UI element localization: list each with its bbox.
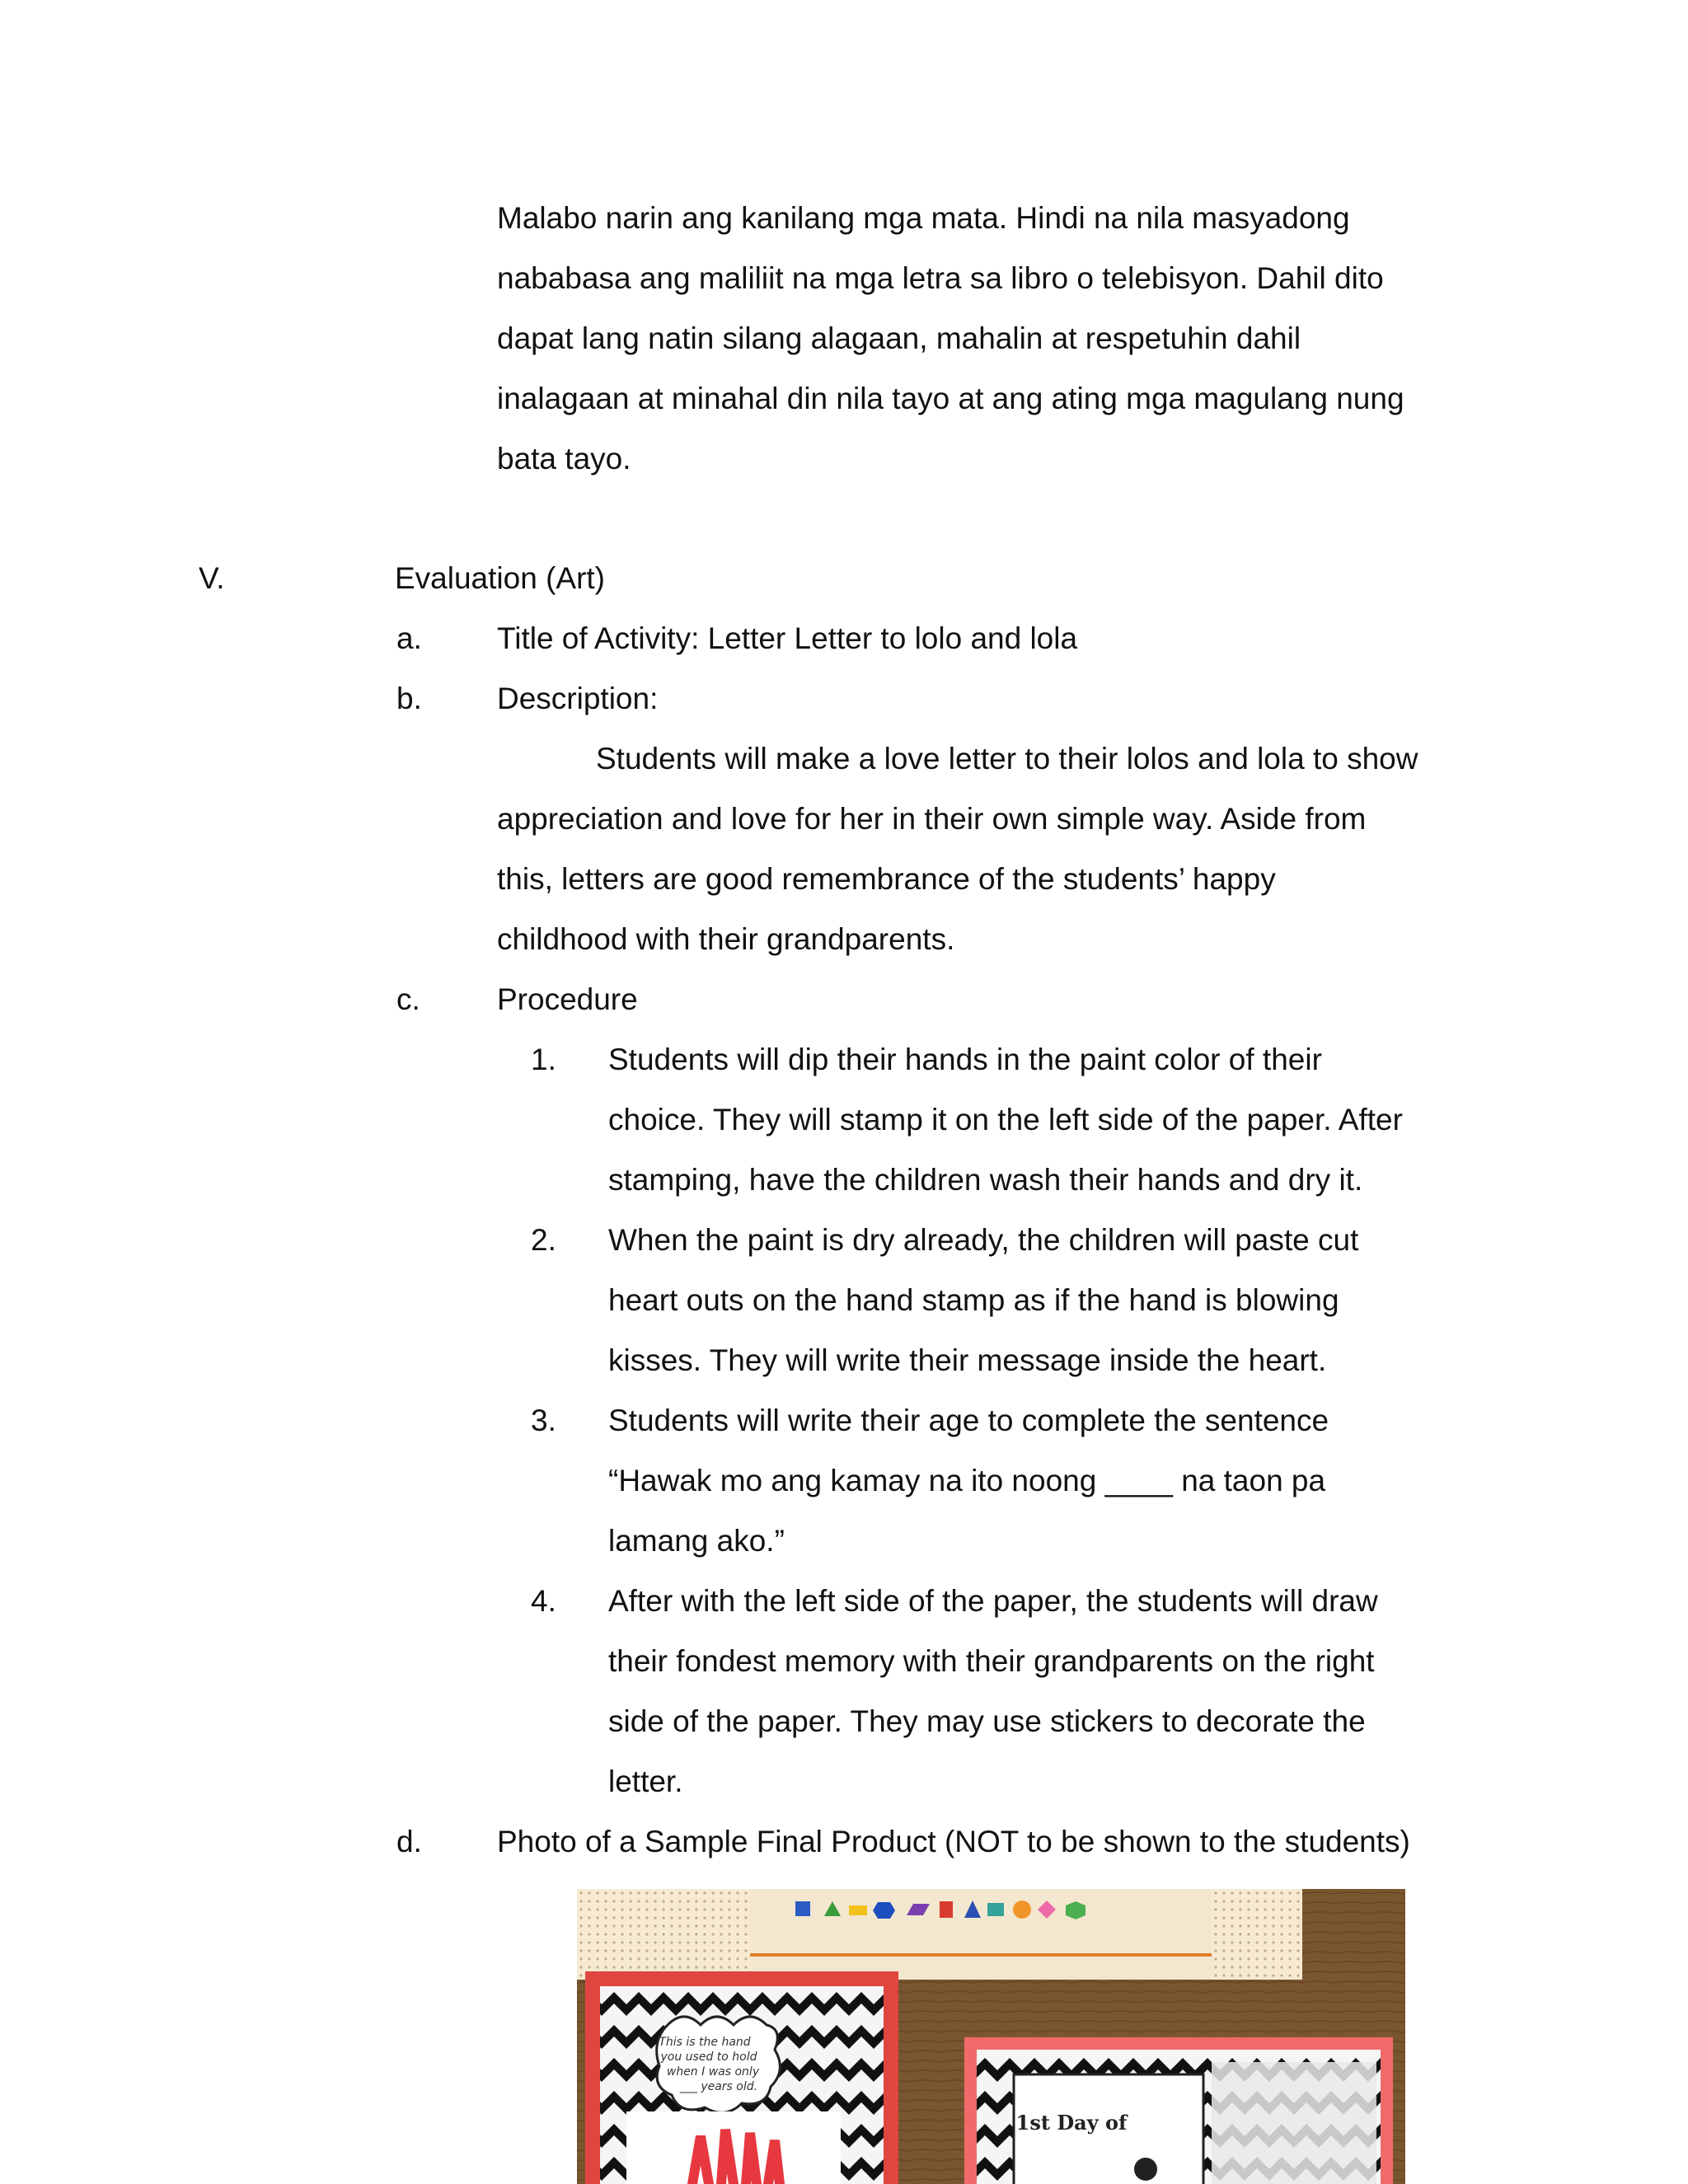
step-line: lamang ako.”: [608, 1524, 785, 1558]
step-line: After with the left side of the paper, the students will draw: [608, 1584, 1378, 1618]
description-line: Students will make a love letter to their lolos and lola to show: [596, 742, 1418, 776]
section-title: Evaluation (Art): [395, 561, 605, 595]
sample-product-photo: [577, 1889, 1405, 2184]
step-number: 2.: [531, 1223, 556, 1257]
step-line: When the paint is dry already, the children will paste cut: [608, 1223, 1359, 1257]
step-line: Students will dip their hands in the paint color of their: [608, 1043, 1322, 1076]
photo-caption: Photo of a Sample Final Product (NOT to be shown to the students): [497, 1825, 1410, 1858]
item-a-marker: a.: [396, 621, 422, 655]
step-number: 1.: [531, 1043, 556, 1076]
photo-illustration: [577, 1889, 1405, 2184]
step-number: 3.: [531, 1404, 556, 1437]
intro-line: inalagaan at minahal din nila tayo at ang ating mga magulang nung: [497, 382, 1404, 415]
handprint-card: [585, 1971, 898, 2184]
step-line: stamping, have the children wash their hands and dry it.: [608, 1163, 1363, 1197]
intro-line: nababasa ang maliliit na mga letra sa libro o telebisyon. Dahil dito: [497, 261, 1384, 295]
intro-line: dapat lang natin silang alagaan, mahalin at respetuhin dahil: [497, 321, 1301, 355]
step-line: their fondest memory with their grandparents on the right: [608, 1644, 1375, 1678]
step-number: 4.: [531, 1584, 556, 1618]
intro-line: Malabo narin ang kanilang mga mata. Hindi na nila masyadong: [497, 201, 1350, 235]
card-right-text: 1st Day of: [1015, 2111, 1128, 2135]
step-line: kisses. They will write their message inside the heart.: [608, 1343, 1327, 1377]
shapes-poster: [577, 1889, 1302, 1980]
item-d-marker: d.: [396, 1825, 422, 1858]
intro-line: bata tayo.: [497, 442, 631, 476]
description-line: this, letters are good remembrance of the students’ happy: [497, 862, 1276, 896]
card-text-line: This is the hand: [659, 2036, 751, 2049]
section-numeral: V.: [199, 561, 225, 595]
description-line: appreciation and love for her in their own simple way. Aside from: [497, 802, 1367, 836]
memory-card: [964, 2037, 1393, 2184]
item-b-marker: b.: [396, 682, 422, 715]
step-line: Students will write their age to complete the sentence: [608, 1404, 1329, 1437]
card-text-line: when I was only: [666, 2065, 760, 2079]
procedure-label: Procedure: [497, 982, 638, 1016]
step-line: letter.: [608, 1765, 683, 1798]
card-text-line: ___ years old.: [679, 2080, 758, 2093]
step-line: heart outs on the hand stamp as if the hand is blowing: [608, 1283, 1339, 1317]
step-line: “Hawak mo ang kamay na ito noong ____ na taon pa: [608, 1464, 1326, 1497]
description-line: childhood with their grandparents.: [497, 922, 955, 956]
item-c-marker: c.: [396, 982, 420, 1016]
description-label: Description:: [497, 682, 659, 715]
step-line: side of the paper. They may use stickers to decorate the: [608, 1704, 1366, 1738]
step-line: choice. They will stamp it on the left side of the paper. After: [608, 1103, 1403, 1137]
activity-title: Title of Activity: Letter Letter to lolo and lola: [497, 621, 1078, 655]
card-text-line: you used to hold: [660, 2050, 757, 2064]
